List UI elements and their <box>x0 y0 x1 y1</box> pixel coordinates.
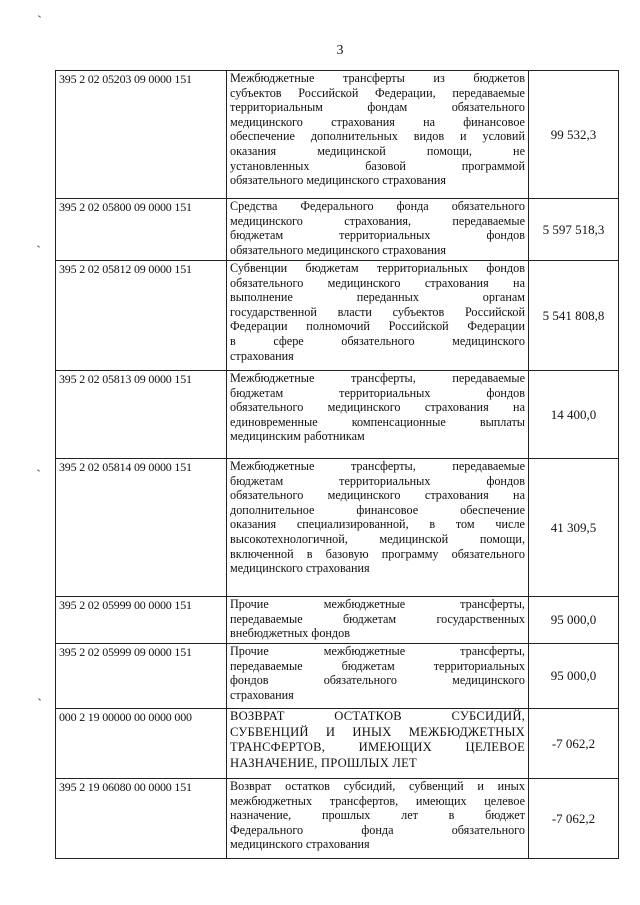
description-line: Межбюджетные трансферты из бюджетов <box>230 71 525 85</box>
scan-speck <box>37 245 40 248</box>
description-line: ТРАНСФЕРТОВ, ИМЕЮЩИХ ЦЕЛЕВОЕ <box>230 740 525 755</box>
description-cell <box>227 71 529 199</box>
amount-cell: 5 541 808,8 <box>529 261 619 371</box>
description-line: Федерации полномочий Российской Федерации <box>230 319 525 334</box>
description-line: СУБВЕНЦИЙ И ИНЫХ МЕЖБЮДЖЕТНЫХ <box>230 724 525 739</box>
description-line: Федерального фонда обязательного <box>230 822 525 837</box>
description-line: обязательного медицинского страхования на <box>230 275 525 290</box>
budget-code-cell: 395 2 02 05800 09 0000 151 <box>56 199 227 261</box>
description-cell <box>227 459 529 597</box>
description-line: оказания медицинской помощи, не <box>230 143 525 158</box>
description-line: медицинского страхования на финансовое <box>230 114 525 129</box>
budget-code-cell: 395 2 02 05999 09 0000 151 <box>56 644 227 709</box>
description-line: дополнительное финансовое обеспечение <box>230 502 525 517</box>
description-line: передаваемые бюджетам территориальных <box>230 658 525 673</box>
table-row <box>56 644 619 709</box>
description-line: Прочие межбюджетные трансферты, <box>230 597 525 611</box>
description-line: обязательного медицинского страхования <box>230 242 446 257</box>
description-line: фондов обязательного медицинского <box>230 673 525 688</box>
description-cell <box>227 779 529 859</box>
description-line: обязательного медицинского страхования на <box>230 488 525 503</box>
description-line: включенной в базовую программу обязательного <box>230 546 525 561</box>
description-cell <box>227 199 529 261</box>
description-line: медицинского страхования <box>230 561 370 576</box>
table-row <box>56 709 619 779</box>
description-cell <box>227 261 529 371</box>
budget-code-cell: 395 2 02 05203 09 0000 151 <box>56 71 227 199</box>
description-line: территориальным фондам обязательного <box>230 100 525 115</box>
description-line: Прочие межбюджетные трансферты, <box>230 644 525 658</box>
description-line: установленных базовой программой <box>230 158 525 173</box>
amount-cell: 14 400,0 <box>529 371 619 459</box>
description-line: высокотехнологичной, медицинской помощи, <box>230 531 525 546</box>
budget-table <box>55 70 619 859</box>
description-line: обеспечение дополнительных видов и условий <box>230 129 525 144</box>
amount-cell: 5 597 518,3 <box>529 199 619 261</box>
budget-code-cell: 395 2 02 05814 09 0000 151 <box>56 459 227 597</box>
description-line: межбюджетных трансфертов, имеющих целевое <box>230 793 525 808</box>
description-line: бюджетам территориальных фондов <box>230 228 525 243</box>
description-line: Межбюджетные трансферты, передаваемые <box>230 459 525 473</box>
scan-speck <box>38 698 41 701</box>
description-cell <box>227 597 529 644</box>
description-line: бюджетам территориальных фондов <box>230 473 525 488</box>
description-line: страхования <box>230 348 294 363</box>
description-line: НАЗНАЧЕНИЕ, ПРОШЛЫХ ЛЕТ <box>230 755 417 770</box>
description-cell <box>227 371 529 459</box>
description-line: государственной власти субъектов Российской <box>230 304 525 319</box>
description-line: субъектов Российской Федерации, передаваемые <box>230 85 525 100</box>
scan-speck <box>38 15 41 18</box>
description-line: назначение, прошлых лет в бюджет <box>230 808 525 823</box>
description-line: Возврат остатков субсидий, субвенций и иных <box>230 779 525 793</box>
budget-code-cell: 395 2 02 05812 09 0000 151 <box>56 261 227 371</box>
description-line: бюджетам территориальных фондов <box>230 385 525 400</box>
description-line: обязательного медицинского страхования <box>230 173 446 188</box>
table-row <box>56 597 619 644</box>
table-row <box>56 261 619 371</box>
table-row <box>56 779 619 859</box>
budget-code-cell: 395 2 02 05813 09 0000 151 <box>56 371 227 459</box>
description-line: медицинского страхования, передаваемые <box>230 213 525 228</box>
amount-cell: 99 532,3 <box>529 71 619 199</box>
description-line: в сфере обязательного медицинского <box>230 333 525 348</box>
description-line: обязательного медицинского страхования на <box>230 400 525 415</box>
description-line: выполнение переданных органам <box>230 290 525 305</box>
description-line: страхования <box>230 687 294 702</box>
description-line: внебюджетных фондов <box>230 626 350 641</box>
amount-cell: 95 000,0 <box>529 644 619 709</box>
table-row <box>56 371 619 459</box>
amount-cell: 95 000,0 <box>529 597 619 644</box>
scan-speck <box>37 469 40 472</box>
description-line: единовременные компенсационные выплаты <box>230 414 525 429</box>
description-cell <box>227 709 529 779</box>
description-line: Межбюджетные трансферты, передаваемые <box>230 371 525 385</box>
budget-code-cell: 395 2 19 06080 00 0000 151 <box>56 779 227 859</box>
description-cell <box>227 644 529 709</box>
table-row <box>56 71 619 199</box>
budget-code-cell: 000 2 19 00000 00 0000 000 <box>56 709 227 779</box>
description-line: медицинским работникам <box>230 429 365 444</box>
amount-cell: -7 062,2 <box>529 779 619 859</box>
description-line: ВОЗВРАТ ОСТАТКОВ СУБСИДИЙ, <box>230 709 525 723</box>
table-row <box>56 459 619 597</box>
budget-table-body <box>56 71 619 859</box>
page-number: 3 <box>336 43 344 58</box>
description-line: Средства Федерального фонда обязательного <box>230 199 525 213</box>
description-line: медицинского страхования <box>230 837 370 852</box>
description-line: Субвенции бюджетам территориальных фондов <box>230 261 525 275</box>
table-row <box>56 199 619 261</box>
description-line: оказания специализированной, в том числе <box>230 517 525 532</box>
amount-cell: -7 062,2 <box>529 709 619 779</box>
amount-cell: 41 309,5 <box>529 459 619 597</box>
description-line: передаваемые бюджетам государственных <box>230 611 525 626</box>
budget-code-cell: 395 2 02 05999 00 0000 151 <box>56 597 227 644</box>
